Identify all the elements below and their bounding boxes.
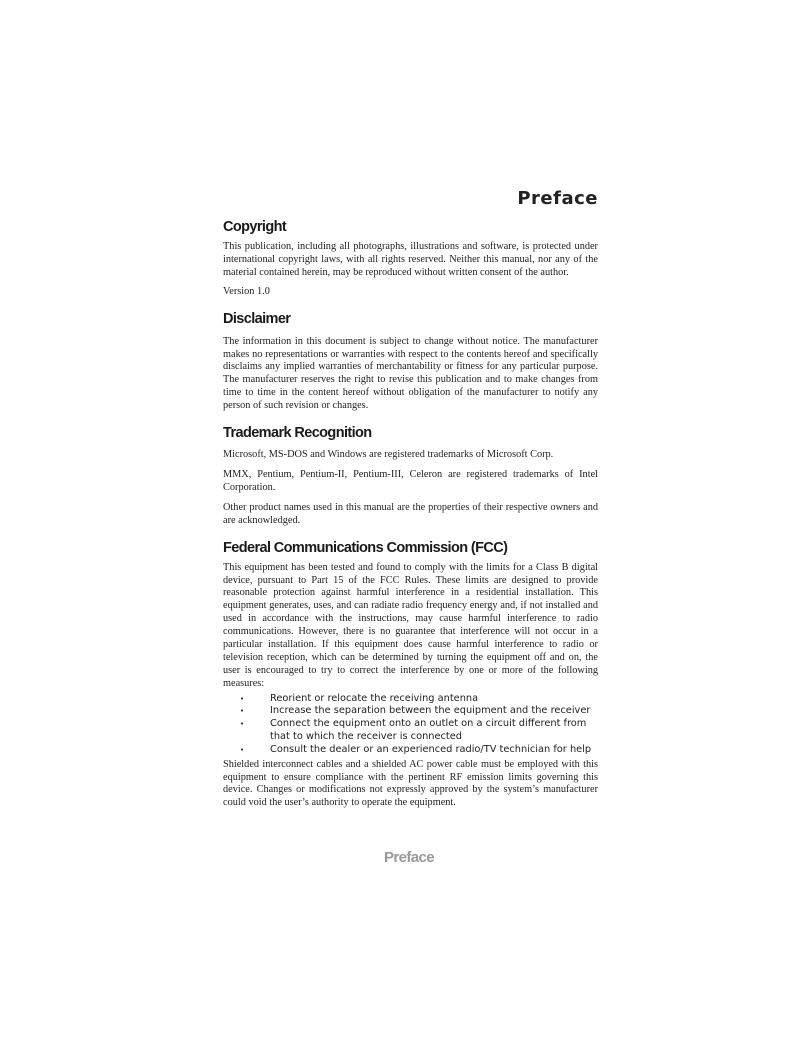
disclaimer-section <box>223 311 598 413</box>
list-item <box>223 693 598 706</box>
trademark-paragraph: Other product names used in this manual are the properties of their respective owners and are acknowledged. <box>223 501 598 526</box>
measure-text: Reorient or relocate the receiving antenna <box>270 692 479 704</box>
fcc-body: This equipment has been tested and found to comply with the limits for a Class B digital device, pursuant to Part 15 of the FCC Rules. These limits are designed to provide reasonable protection against harmful interference in a residential installation. This equipment generates, uses, and can radiate radio frequency energy and, if not installed and used in accordance with the instructions, may cause harmful interference to radio communications. However, there is no guarantee that interference will not occur in a particular installation. If this equipment does cause harmful interference to radio or television reception, which can be determined by turning the equipment off and on, the user is encouraged to try to correct the interference by one or more of the following measures: <box>223 561 598 689</box>
copyright-section <box>223 219 598 299</box>
list-item <box>223 718 598 744</box>
list-item <box>223 705 598 718</box>
version-text: Version 1.0 <box>223 285 270 297</box>
trademark-paragraph: MMX, Pentium, Pentium-II, Pentium-III, Celeron are registered trademarks of Intel Corporation. <box>223 468 598 493</box>
copyright-heading: Copyright <box>223 219 287 235</box>
bullet-icon: • <box>240 745 245 754</box>
fcc-heading: Federal Communications Commission (FCC) <box>223 539 508 556</box>
page-title: Preface <box>517 188 598 209</box>
bullet-icon: • <box>240 720 245 729</box>
bullet-icon: • <box>240 694 245 703</box>
document-page <box>223 188 598 822</box>
trademark-paragraph: Microsoft, MS-DOS and Windows are registered trademarks of Microsoft Corp. <box>223 449 554 461</box>
footer-label: Preface <box>383 849 434 866</box>
trademark-heading: Trademark Recognition <box>223 425 372 442</box>
measure-text: Increase the separation between the equipment and the receiver <box>270 705 591 717</box>
copyright-body: This publication, including all photographs, illustrations and software, is protected under international copyright laws, with all rights reserved. Neither this manual, nor any of the material contained herein, may be reproduced without written consent of the author. <box>223 241 598 278</box>
disclaimer-body: The information in this document is subject to change without notice. The manufacturer makes no representations or warranties with respect to the contents hereof and specifically disclaims any implied warranties of merchantability or fitness for any particular purpose. The manufacturer reserves the right to revise this publication and to make changes from time to time in the content hereof without obligation of the manufacturer to notify any person of such revision or changes. <box>223 335 598 412</box>
fcc-measures-list <box>223 693 598 757</box>
bullet-icon: • <box>240 707 245 716</box>
fcc-closing: Shielded interconnect cables and a shielded AC power cable must be employed with this equipment to ensure compliance with the pertinent RF emission limits governing this device. Changes or modifications not expressly approved by the system’s manufacturer could void the user’s authority to operate the equipment. <box>223 758 598 809</box>
trademark-section <box>223 425 598 528</box>
measure-text: Connect the equipment onto an outlet on a circuit different from that to which the receiver is connected <box>270 718 587 743</box>
fcc-section <box>223 540 598 811</box>
disclaimer-heading: Disclaimer <box>223 310 291 327</box>
list-item <box>223 744 598 757</box>
measure-text: Consult the dealer or an experienced radio/TV technician for help <box>270 743 592 755</box>
